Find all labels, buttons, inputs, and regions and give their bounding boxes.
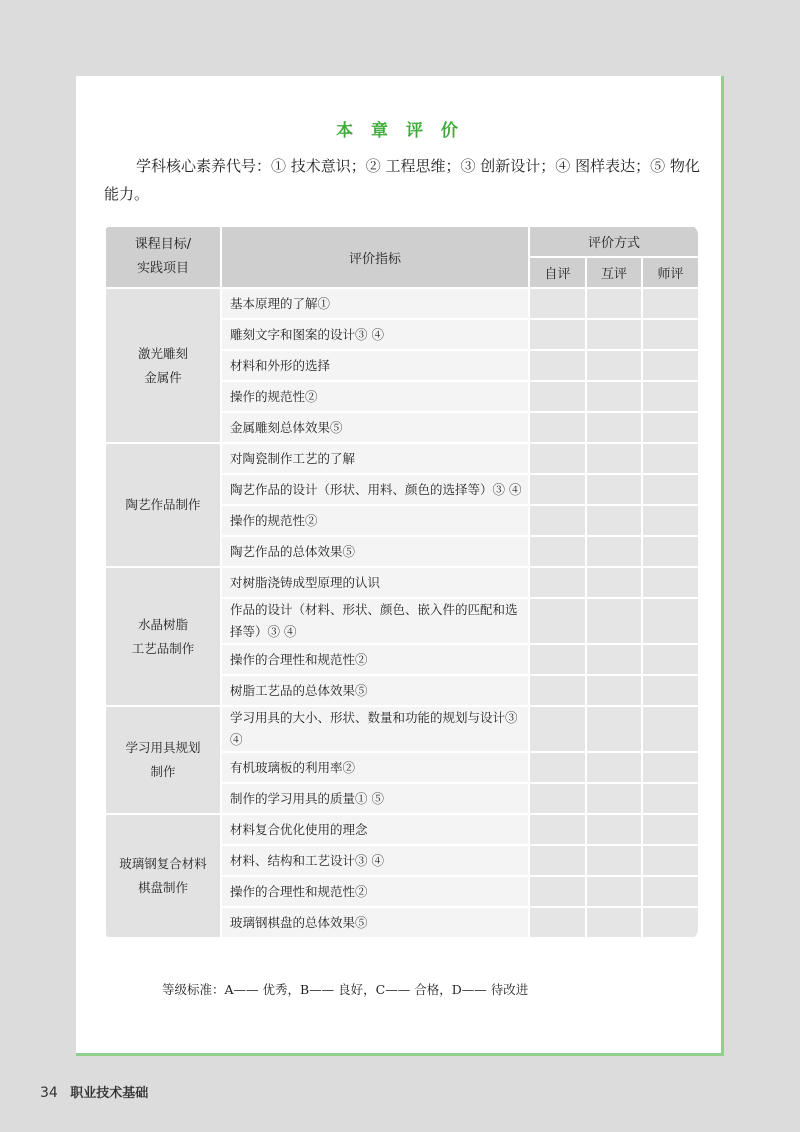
chapter-evaluation-title: 本 章 评 价 (336, 121, 464, 141)
indicator-cell: 树脂工艺品的总体效果⑤ (221, 675, 529, 706)
page-sheet (76, 76, 724, 1056)
peer-eval-cell[interactable] (586, 412, 642, 443)
indicator-cell: 操作的规范性② (221, 381, 529, 412)
table-row (105, 814, 698, 845)
peer-eval-cell[interactable] (586, 350, 642, 381)
peer-eval-cell[interactable] (586, 675, 642, 706)
self-eval-cell[interactable] (529, 412, 586, 443)
project-name-line1: 陶艺作品制作 (125, 497, 201, 512)
peer-eval-cell[interactable] (586, 644, 642, 675)
peer-eval-cell[interactable] (586, 381, 642, 412)
teacher-eval-cell[interactable] (642, 474, 698, 505)
indicator-cell: 金属雕刻总体效果⑤ (221, 412, 529, 443)
indicator-cell: 作品的设计（材料、形状、颜色、嵌入件的匹配和选择等）③ ④ (221, 598, 529, 644)
evaluation-table (104, 225, 698, 939)
book-title: 职业技术基础 (70, 1086, 149, 1101)
teacher-eval-cell[interactable] (642, 567, 698, 598)
peer-eval-cell[interactable] (586, 752, 642, 783)
teacher-eval-cell[interactable] (642, 288, 698, 319)
teacher-eval-cell[interactable] (642, 350, 698, 381)
peer-eval-cell[interactable] (586, 474, 642, 505)
project-name-line2: 制作 (150, 764, 176, 779)
teacher-eval-cell[interactable] (642, 598, 698, 644)
table-row (105, 443, 698, 474)
project-cell (105, 567, 221, 706)
project-name-line1: 水晶树脂 (137, 616, 188, 632)
self-eval-cell[interactable] (529, 567, 586, 598)
indicator-cell: 材料复合优化使用的理念 (221, 814, 529, 845)
indicator-cell: 学习用具的大小、形状、数量和功能的规划与设计③ ④ (221, 706, 529, 752)
peer-eval-cell[interactable] (586, 505, 642, 536)
project-name-line2: 金属件 (144, 369, 182, 385)
core-literacy-intro: 学科核心素养代号：① 技术意识；② 工程思维；③ 创新设计；④ 图样表达；⑤ 物化能力。 (104, 157, 700, 203)
peer-eval-cell[interactable] (586, 443, 642, 474)
header-self: 自评 (529, 257, 586, 288)
peer-eval-cell[interactable] (586, 536, 642, 567)
indicator-cell: 操作的合理性和规范性② (221, 644, 529, 675)
peer-eval-cell[interactable] (586, 706, 642, 752)
project-name-line1: 激光雕刻 (137, 345, 188, 361)
teacher-eval-cell[interactable] (642, 536, 698, 567)
project-name-line1: 玻璃钢复合材料 (119, 856, 207, 871)
teacher-eval-cell[interactable] (642, 783, 698, 814)
project-cell (105, 443, 221, 567)
teacher-eval-cell[interactable] (642, 644, 698, 675)
self-eval-cell[interactable] (529, 783, 586, 814)
header-peer: 互评 (586, 257, 642, 288)
teacher-eval-cell[interactable] (642, 845, 698, 876)
peer-eval-cell[interactable] (586, 598, 642, 644)
peer-eval-cell[interactable] (586, 288, 642, 319)
project-cell (105, 706, 221, 814)
peer-eval-cell[interactable] (586, 783, 642, 814)
peer-eval-cell[interactable] (586, 319, 642, 350)
indicator-cell: 有机玻璃板的利用率② (221, 752, 529, 783)
teacher-eval-cell[interactable] (642, 752, 698, 783)
self-eval-cell[interactable] (529, 876, 586, 907)
grade-standard: 等级标准：A—— 优秀，B—— 良好，C—— 合格，D—— 待改进 (162, 982, 529, 997)
project-cell (105, 288, 221, 443)
self-eval-cell[interactable] (529, 814, 586, 845)
indicator-cell: 材料、结构和工艺设计③ ④ (221, 845, 529, 876)
self-eval-cell[interactable] (529, 675, 586, 706)
self-eval-cell[interactable] (529, 907, 586, 938)
teacher-eval-cell[interactable] (642, 381, 698, 412)
indicator-cell: 对树脂浇铸成型原理的认识 (221, 567, 529, 598)
teacher-eval-cell[interactable] (642, 907, 698, 938)
self-eval-cell[interactable] (529, 505, 586, 536)
peer-eval-cell[interactable] (586, 845, 642, 876)
header-teacher: 师评 (642, 257, 698, 288)
indicator-cell: 对陶瓷制作工艺的了解 (221, 443, 529, 474)
self-eval-cell[interactable] (529, 706, 586, 752)
project-name-line2: 棋盘制作 (137, 880, 188, 895)
teacher-eval-cell[interactable] (642, 675, 698, 706)
table-row (105, 288, 698, 319)
teacher-eval-cell[interactable] (642, 706, 698, 752)
indicator-cell: 操作的规范性② (221, 505, 529, 536)
page-footer (40, 1082, 148, 1101)
teacher-eval-cell[interactable] (642, 319, 698, 350)
indicator-cell: 制作的学习用具的质量① ⑤ (221, 783, 529, 814)
indicator-cell: 材料和外形的选择 (221, 350, 529, 381)
teacher-eval-cell[interactable] (642, 876, 698, 907)
peer-eval-cell[interactable] (586, 814, 642, 845)
indicator-cell: 玻璃钢棋盘的总体效果⑤ (221, 907, 529, 938)
self-eval-cell[interactable] (529, 536, 586, 567)
peer-eval-cell[interactable] (586, 567, 642, 598)
self-eval-cell[interactable] (529, 443, 586, 474)
header-goal-line2: 实践项目 (136, 261, 189, 276)
evaluation-table-body (105, 288, 698, 938)
indicator-cell: 基本原理的了解① (221, 288, 529, 319)
self-eval-cell[interactable] (529, 598, 586, 644)
project-name-line1: 学习用具规划 (125, 740, 201, 755)
teacher-eval-cell[interactable] (642, 412, 698, 443)
self-eval-cell[interactable] (529, 845, 586, 876)
teacher-eval-cell[interactable] (642, 814, 698, 845)
indicator-cell: 操作的合理性和规范性② (221, 876, 529, 907)
page-number: 34 (40, 1085, 58, 1101)
header-goal-line1: 课程目标/ (134, 237, 192, 252)
peer-eval-cell[interactable] (586, 907, 642, 938)
self-eval-cell[interactable] (529, 381, 586, 412)
peer-eval-cell[interactable] (586, 876, 642, 907)
header-method: 评价方式 (529, 226, 698, 257)
teacher-eval-cell[interactable] (642, 443, 698, 474)
self-eval-cell[interactable] (529, 350, 586, 381)
self-eval-cell[interactable] (529, 752, 586, 783)
table-row (105, 706, 698, 752)
header-goal (105, 226, 221, 288)
project-cell (105, 814, 221, 938)
project-name-line2: 工艺品制作 (131, 640, 195, 656)
indicator-cell: 雕刻文字和图案的设计③ ④ (221, 319, 529, 350)
teacher-eval-cell[interactable] (642, 505, 698, 536)
header-indicator: 评价指标 (221, 226, 529, 288)
self-eval-cell[interactable] (529, 319, 586, 350)
indicator-cell: 陶艺作品的总体效果⑤ (221, 536, 529, 567)
table-row (105, 567, 698, 598)
indicator-cell: 陶艺作品的设计（形状、用料、颜色的选择等）③ ④ (221, 474, 529, 505)
self-eval-cell[interactable] (529, 288, 586, 319)
self-eval-cell[interactable] (529, 644, 586, 675)
self-eval-cell[interactable] (529, 474, 586, 505)
